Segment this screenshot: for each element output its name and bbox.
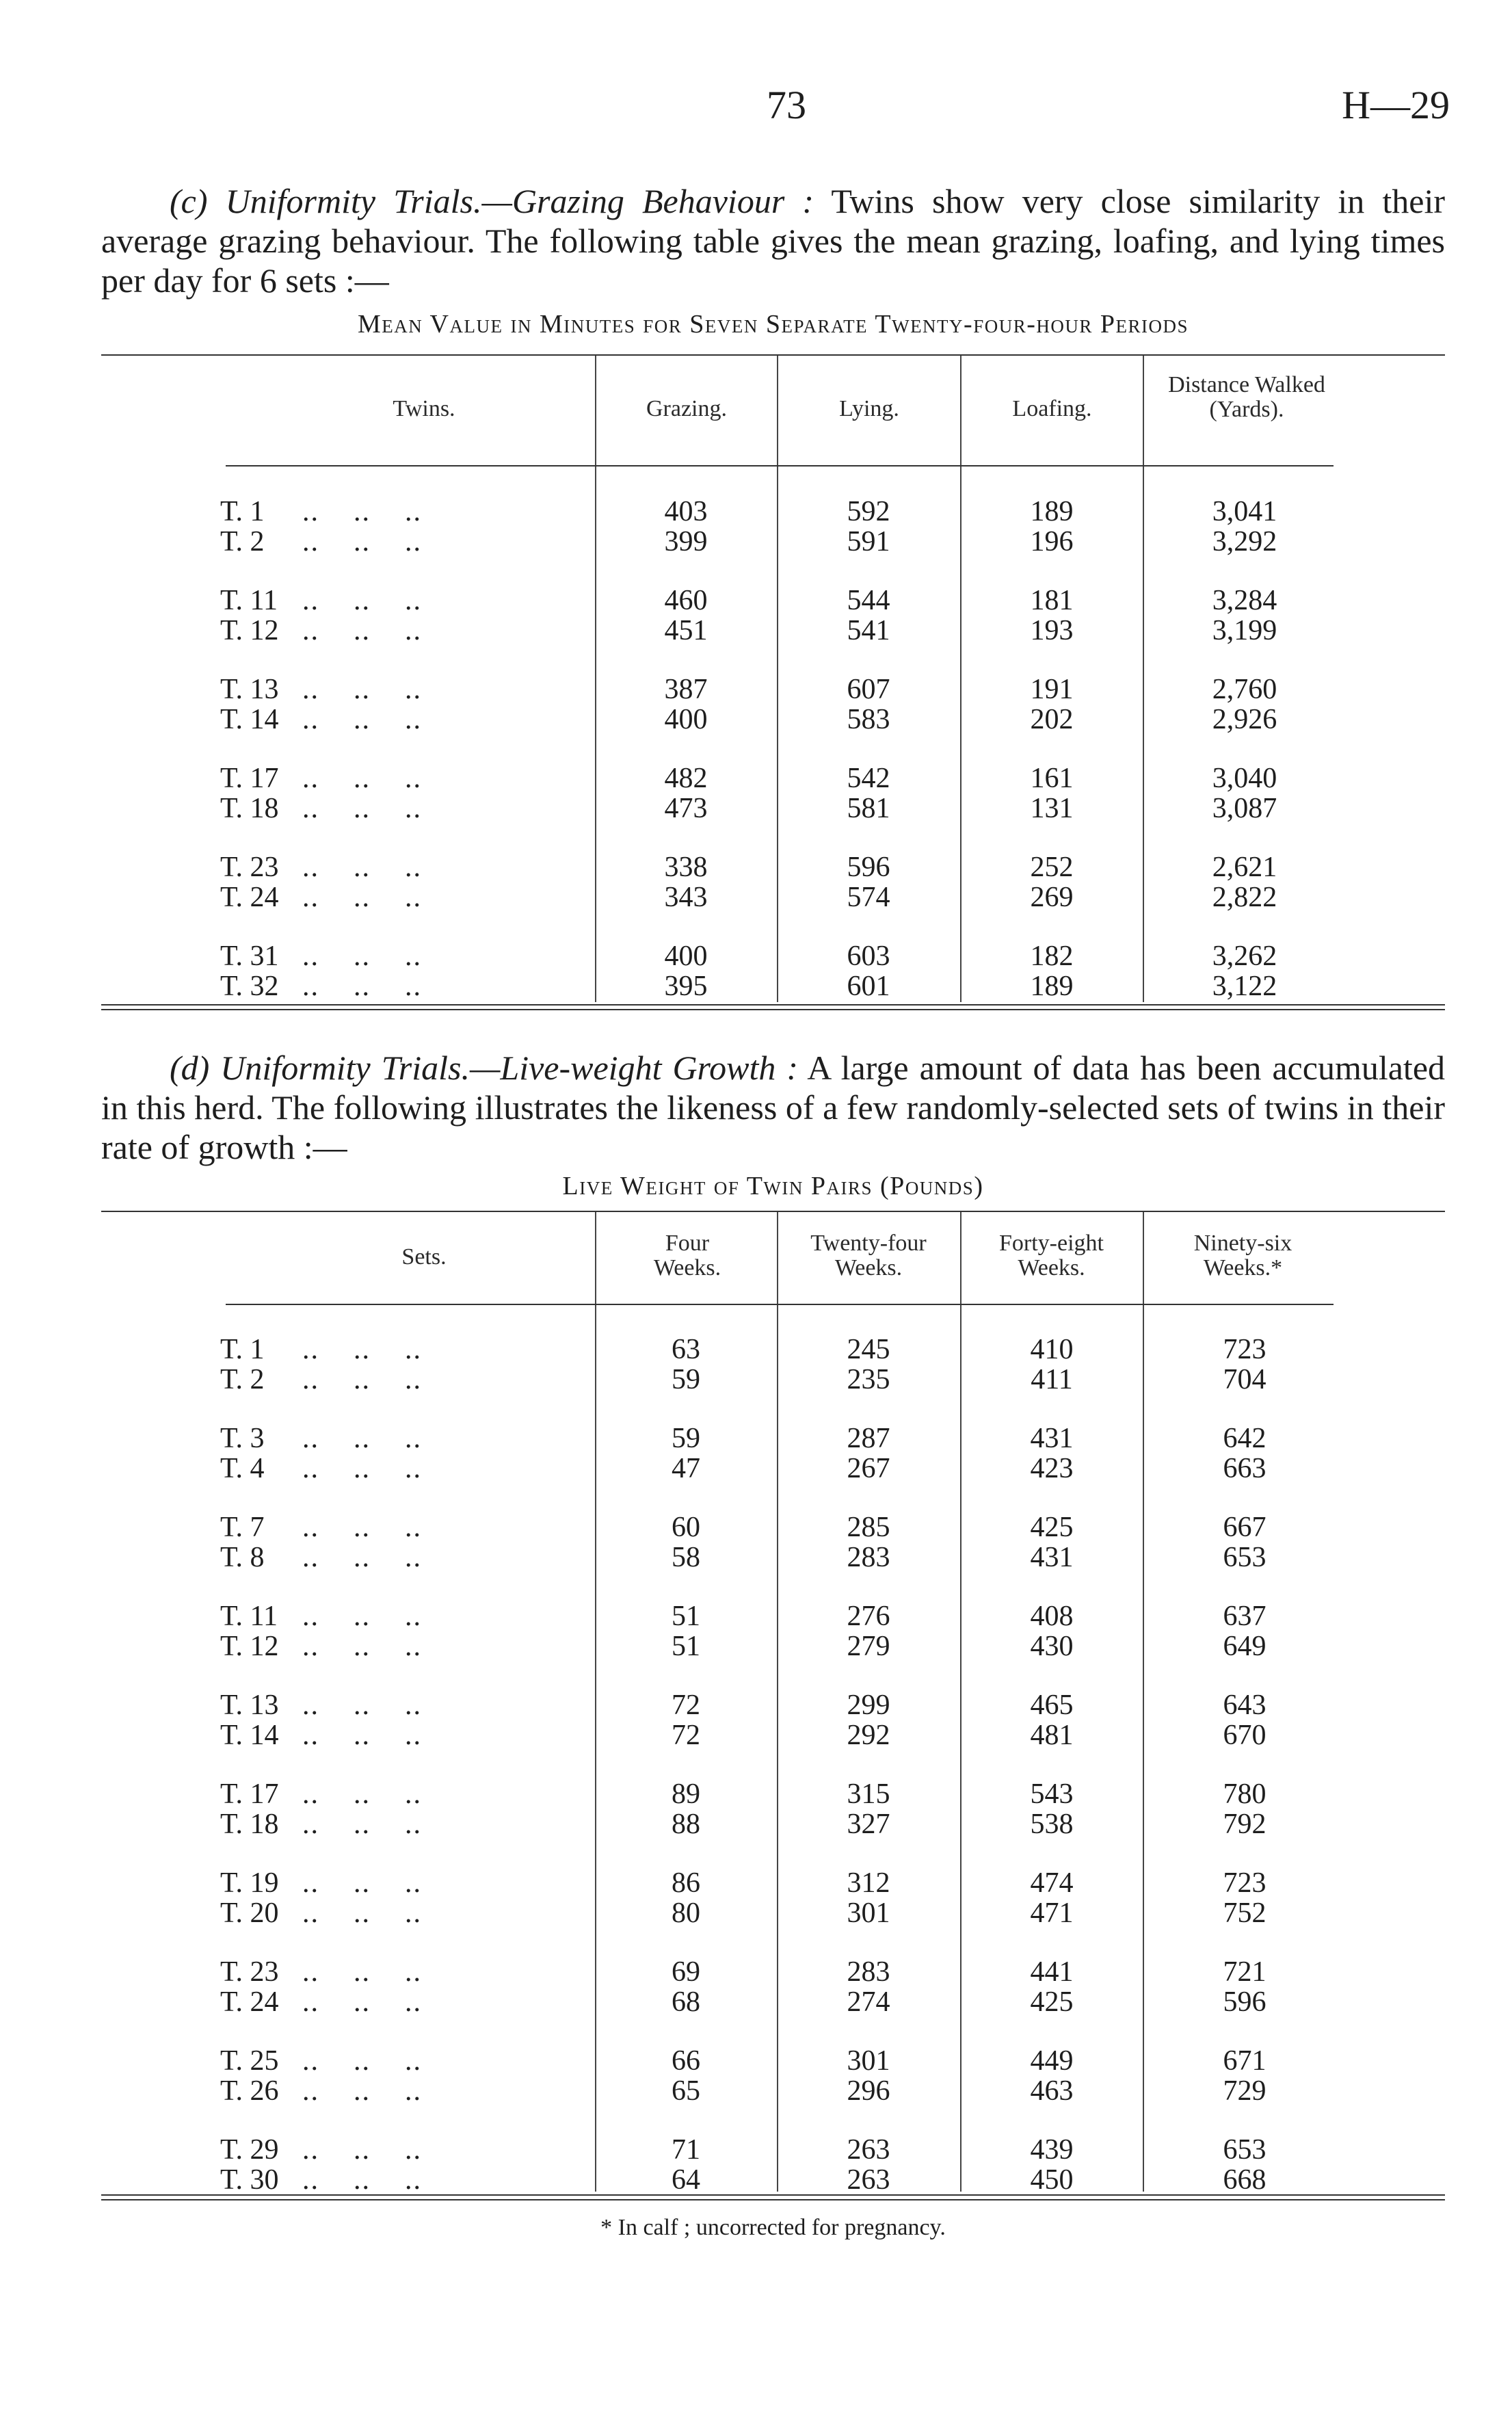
cell-value: 792 — [1223, 1809, 1266, 1840]
cell-value: 642 — [1223, 1423, 1266, 1454]
cell-value: 400 — [664, 704, 708, 735]
cell-value: 430 — [1030, 1631, 1074, 1662]
table2-row — [0, 1778, 1512, 1810]
cell-value: 189 — [1030, 496, 1074, 527]
cell-value: 59 — [672, 1364, 700, 1395]
table1-header-lying: Lying. — [839, 396, 899, 421]
cell-value: 649 — [1223, 1631, 1266, 1662]
cell-value: 449 — [1030, 2045, 1074, 2077]
row-label: T. 2 — [220, 526, 265, 557]
cell-value: 3,041 — [1212, 496, 1277, 527]
table1-bottom-rule — [101, 1004, 1445, 1010]
cell-value: 269 — [1030, 882, 1074, 913]
row-label: T. 14 — [220, 704, 279, 735]
row-label: T. 2 — [220, 1364, 265, 1395]
row-label: T. 13 — [220, 674, 279, 705]
row-label: T. 23 — [220, 1956, 279, 1988]
cell-value: 196 — [1030, 526, 1074, 557]
table1-header-loafing: Loafing. — [1012, 396, 1092, 421]
table1-top-rule — [101, 354, 1445, 356]
cell-value: 425 — [1030, 1512, 1074, 1543]
cell-value: 653 — [1223, 2134, 1266, 2166]
table1-header-grazing: Grazing. — [646, 396, 727, 421]
cell-value: 161 — [1030, 763, 1074, 794]
cell-value: 408 — [1030, 1601, 1074, 1632]
table2-row — [0, 1631, 1512, 1662]
leader-dots: .. .. .. — [302, 1512, 422, 1543]
leader-dots: .. .. .. — [302, 1364, 422, 1395]
table1-header-rule — [226, 465, 1334, 466]
cell-value: 544 — [847, 585, 890, 616]
row-label: T. 24 — [220, 882, 279, 913]
table2-header-ninety-six-weeks: Ninety-six Weeks.* — [1193, 1231, 1292, 1280]
row-label: T. 29 — [220, 2134, 279, 2166]
cell-value: 343 — [664, 882, 708, 913]
cell-value: 592 — [847, 496, 890, 527]
table1-row — [0, 941, 1512, 972]
cell-value: 301 — [847, 1897, 890, 1929]
leader-dots: .. .. .. — [302, 2075, 422, 2107]
table2-row — [0, 1690, 1512, 1721]
table2-row — [0, 1720, 1512, 1751]
cell-value: 601 — [847, 971, 890, 1002]
table1-header-distance: Distance Walked (Yards). — [1168, 372, 1325, 422]
cell-value: 465 — [1030, 1690, 1074, 1721]
cell-value: 80 — [672, 1897, 700, 1929]
row-label: T. 31 — [220, 941, 279, 972]
table2-row — [0, 1453, 1512, 1484]
cell-value: 65 — [672, 2075, 700, 2107]
cell-value: 425 — [1030, 1986, 1074, 2018]
cell-value: 51 — [672, 1631, 700, 1662]
row-label: T. 18 — [220, 793, 279, 824]
leader-dots: .. .. .. — [302, 1631, 422, 1662]
row-label: T. 17 — [220, 1778, 279, 1810]
cell-value: 3,262 — [1212, 941, 1277, 972]
table1-caption: Mean Value in Minutes for Seven Separate Twenty-four-hour Periods — [357, 310, 1189, 339]
table2-row — [0, 2134, 1512, 2166]
cell-value: 729 — [1223, 2075, 1266, 2107]
cell-value: 3,199 — [1212, 615, 1277, 646]
leader-dots: .. .. .. — [302, 1809, 422, 1840]
cell-value: 193 — [1030, 615, 1074, 646]
cell-value: 327 — [847, 1809, 890, 1840]
table2-top-rule — [101, 1211, 1445, 1212]
row-label: T. 4 — [220, 1453, 265, 1484]
cell-value: 191 — [1030, 674, 1074, 705]
cell-value: 3,087 — [1212, 793, 1277, 824]
cell-value: 607 — [847, 674, 890, 705]
leader-dots: .. .. .. — [302, 793, 422, 824]
cell-value: 542 — [847, 763, 890, 794]
cell-value: 283 — [847, 1956, 890, 1988]
table2-row — [0, 1956, 1512, 1988]
cell-value: 72 — [672, 1690, 700, 1721]
cell-value: 287 — [847, 1423, 890, 1454]
table1-row — [0, 763, 1512, 794]
leader-dots: .. .. .. — [302, 1690, 422, 1721]
cell-value: 338 — [664, 852, 708, 883]
cell-value: 235 — [847, 1364, 890, 1395]
leader-dots: .. .. .. — [302, 585, 422, 616]
cell-value: 301 — [847, 2045, 890, 2077]
table1-row — [0, 585, 1512, 616]
leader-dots: .. .. .. — [302, 1867, 422, 1899]
table2-header-four-weeks: Four Weeks. — [653, 1231, 721, 1280]
leader-dots: .. .. .. — [302, 704, 422, 735]
section-c-text: Twins show very close similarity in their average grazing behaviour. The following table gives the mean grazing, loafing, and lying times per day for 6 sets :— — [101, 182, 1446, 300]
leader-dots: .. .. .. — [302, 1956, 422, 1988]
cell-value: 543 — [1030, 1778, 1074, 1810]
cell-value: 299 — [847, 1690, 890, 1721]
row-label: T. 23 — [220, 852, 279, 883]
cell-value: 131 — [1030, 793, 1074, 824]
cell-value: 2,822 — [1212, 882, 1277, 913]
cell-value: 292 — [847, 1720, 890, 1751]
cell-value: 64 — [672, 2164, 700, 2196]
leader-dots: .. .. .. — [302, 2134, 422, 2166]
row-label: T. 18 — [220, 1809, 279, 1840]
cell-value: 189 — [1030, 971, 1074, 1002]
cell-value: 541 — [847, 615, 890, 646]
cell-value: 263 — [847, 2134, 890, 2166]
row-label: T. 30 — [220, 2164, 279, 2196]
cell-value: 252 — [1030, 852, 1074, 883]
table2-row — [0, 1542, 1512, 1573]
cell-value: 296 — [847, 2075, 890, 2107]
table2-row — [0, 2075, 1512, 2107]
table2-row — [0, 1364, 1512, 1395]
cell-value: 431 — [1030, 1542, 1074, 1573]
table2-header-rule — [226, 1304, 1334, 1305]
cell-value: 780 — [1223, 1778, 1266, 1810]
cell-value: 60 — [672, 1512, 700, 1543]
cell-value: 181 — [1030, 585, 1074, 616]
cell-value: 450 — [1030, 2164, 1074, 2196]
table1-row — [0, 793, 1512, 824]
table2-row — [0, 1809, 1512, 1840]
table1-row — [0, 526, 1512, 557]
row-label: T. 26 — [220, 2075, 279, 2107]
cell-value: 399 — [664, 526, 708, 557]
cell-value: 47 — [672, 1453, 700, 1484]
cell-value: 653 — [1223, 1542, 1266, 1573]
cell-value: 285 — [847, 1512, 890, 1543]
cell-value: 63 — [672, 1334, 700, 1365]
table2-row — [0, 1897, 1512, 1929]
cell-value: 274 — [847, 1986, 890, 2018]
cell-value: 581 — [847, 793, 890, 824]
cell-value: 400 — [664, 941, 708, 972]
cell-value: 723 — [1223, 1867, 1266, 1899]
cell-value: 3,292 — [1212, 526, 1277, 557]
page-number: 73 — [767, 83, 806, 127]
cell-value: 668 — [1223, 2164, 1266, 2196]
cell-value: 267 — [847, 1453, 890, 1484]
row-label: T. 13 — [220, 1690, 279, 1721]
table1-row — [0, 971, 1512, 1002]
table1-row — [0, 496, 1512, 527]
row-label: T. 32 — [220, 971, 279, 1002]
cell-value: 471 — [1030, 1897, 1074, 1929]
table2-footnote: * In calf ; uncorrected for pregnancy. — [600, 2215, 946, 2240]
cell-value: 431 — [1030, 1423, 1074, 1454]
cell-value: 423 — [1030, 1453, 1074, 1484]
leader-dots: .. .. .. — [302, 1720, 422, 1751]
table1-row — [0, 674, 1512, 705]
cell-value: 410 — [1030, 1334, 1074, 1365]
cell-value: 72 — [672, 1720, 700, 1751]
cell-value: 86 — [672, 1867, 700, 1899]
cell-value: 276 — [847, 1601, 890, 1632]
leader-dots: .. .. .. — [302, 2045, 422, 2077]
leader-dots: .. .. .. — [302, 615, 422, 646]
leader-dots: .. .. .. — [302, 1986, 422, 2018]
table2-row — [0, 1601, 1512, 1632]
cell-value: 596 — [1223, 1986, 1266, 2018]
cell-value: 3,122 — [1212, 971, 1277, 1002]
cell-value: 723 — [1223, 1334, 1266, 1365]
table2-row — [0, 1512, 1512, 1543]
row-label: T. 8 — [220, 1542, 265, 1573]
leader-dots: .. .. .. — [302, 496, 422, 527]
row-label: T. 24 — [220, 1986, 279, 2018]
row-label: T. 1 — [220, 1334, 265, 1365]
cell-value: 670 — [1223, 1720, 1266, 1751]
leader-dots: .. .. .. — [302, 1453, 422, 1484]
row-label: T. 3 — [220, 1423, 265, 1454]
row-label: T. 1 — [220, 496, 265, 527]
cell-value: 387 — [664, 674, 708, 705]
cell-value: 603 — [847, 941, 890, 972]
leader-dots: .. .. .. — [302, 1778, 422, 1810]
cell-value: 583 — [847, 704, 890, 735]
leader-dots: .. .. .. — [302, 763, 422, 794]
cell-value: 182 — [1030, 941, 1074, 972]
table2-header-sets: Sets. — [401, 1244, 447, 1270]
table2-header-twenty-four-weeks: Twenty-four Weeks. — [810, 1231, 927, 1280]
cell-value: 441 — [1030, 1956, 1074, 1988]
cell-value: 637 — [1223, 1601, 1266, 1632]
cell-value: 71 — [672, 2134, 700, 2166]
cell-value: 279 — [847, 1631, 890, 1662]
document-reference: H—29 — [1342, 83, 1450, 127]
section-c-label: (c) — [170, 182, 208, 220]
cell-value: 395 — [664, 971, 708, 1002]
cell-value: 451 — [664, 615, 708, 646]
cell-value: 538 — [1030, 1809, 1074, 1840]
cell-value: 721 — [1223, 1956, 1266, 1988]
cell-value: 473 — [664, 793, 708, 824]
cell-value: 481 — [1030, 1720, 1074, 1751]
row-label: T. 7 — [220, 1512, 265, 1543]
cell-value: 51 — [672, 1601, 700, 1632]
table2-row — [0, 2164, 1512, 2196]
cell-value: 69 — [672, 1956, 700, 1988]
cell-value: 3,040 — [1212, 763, 1277, 794]
cell-value: 482 — [664, 763, 708, 794]
cell-value: 643 — [1223, 1690, 1266, 1721]
row-label: T. 11 — [220, 585, 278, 616]
cell-value: 68 — [672, 1986, 700, 2018]
section-d-paragraph — [101, 1048, 1445, 1167]
table2-bottom-rule — [101, 2194, 1445, 2200]
cell-value: 411 — [1031, 1364, 1073, 1395]
row-label: T. 19 — [220, 1867, 279, 1899]
leader-dots: .. .. .. — [302, 1542, 422, 1573]
cell-value: 245 — [847, 1334, 890, 1365]
table2-header-forty-eight-weeks: Forty-eight Weeks. — [999, 1231, 1104, 1280]
cell-value: 663 — [1223, 1453, 1266, 1484]
row-label: T. 20 — [220, 1897, 279, 1929]
table2-row — [0, 1867, 1512, 1899]
leader-dots: .. .. .. — [302, 2164, 422, 2196]
leader-dots: .. .. .. — [302, 1897, 422, 1929]
cell-value: 202 — [1030, 704, 1074, 735]
row-label: T. 12 — [220, 1631, 279, 1662]
table1-row — [0, 704, 1512, 735]
table1-row — [0, 852, 1512, 883]
table2-row — [0, 1986, 1512, 2018]
section-d-label: (d) — [170, 1049, 210, 1087]
table2-caption: Live Weight of Twin Pairs (Pounds) — [562, 1172, 984, 1200]
section-c-paragraph — [101, 181, 1445, 300]
leader-dots: .. .. .. — [302, 674, 422, 705]
cell-value: 2,926 — [1212, 704, 1277, 735]
cell-value: 574 — [847, 882, 890, 913]
cell-value: 263 — [847, 2164, 890, 2196]
cell-value: 3,284 — [1212, 585, 1277, 616]
cell-value: 460 — [664, 585, 708, 616]
leader-dots: .. .. .. — [302, 526, 422, 557]
leader-dots: .. .. .. — [302, 1334, 422, 1365]
table1-row — [0, 615, 1512, 646]
cell-value: 283 — [847, 1542, 890, 1573]
cell-value: 59 — [672, 1423, 700, 1454]
cell-value: 88 — [672, 1809, 700, 1840]
row-label: T. 11 — [220, 1601, 278, 1632]
row-label: T. 17 — [220, 763, 279, 794]
cell-value: 2,760 — [1212, 674, 1277, 705]
table2-row — [0, 1423, 1512, 1454]
cell-value: 439 — [1030, 2134, 1074, 2166]
cell-value: 315 — [847, 1778, 890, 1810]
leader-dots: .. .. .. — [302, 882, 422, 913]
leader-dots: .. .. .. — [302, 941, 422, 972]
cell-value: 463 — [1030, 2075, 1074, 2107]
cell-value: 89 — [672, 1778, 700, 1810]
section-d-title: Uniformity Trials.—Live-weight Growth : — [220, 1049, 799, 1087]
leader-dots: .. .. .. — [302, 1601, 422, 1632]
table2-row — [0, 1334, 1512, 1365]
leader-dots: .. .. .. — [302, 1423, 422, 1454]
table1-row — [0, 882, 1512, 913]
cell-value: 752 — [1223, 1897, 1266, 1929]
row-label: T. 12 — [220, 615, 279, 646]
row-label: T. 25 — [220, 2045, 279, 2077]
cell-value: 58 — [672, 1542, 700, 1573]
cell-value: 704 — [1223, 1364, 1266, 1395]
row-label: T. 14 — [220, 1720, 279, 1751]
cell-value: 66 — [672, 2045, 700, 2077]
table1-header-twins: Twins. — [393, 396, 455, 421]
cell-value: 671 — [1223, 2045, 1266, 2077]
cell-value: 591 — [847, 526, 890, 557]
section-c-title: Uniformity Trials.—Grazing Behaviour : — [225, 182, 814, 220]
cell-value: 312 — [847, 1867, 890, 1899]
cell-value: 403 — [664, 496, 708, 527]
cell-value: 474 — [1030, 1867, 1074, 1899]
section-d-text: A large amount of data has been accumulated in this herd. The following illustrates the likeness of a few randomly-selected sets of twins in their rate of growth :— — [101, 1049, 1446, 1166]
leader-dots: .. .. .. — [302, 852, 422, 883]
cell-value: 2,621 — [1212, 852, 1277, 883]
table2-row — [0, 2045, 1512, 2077]
leader-dots: .. .. .. — [302, 971, 422, 1002]
cell-value: 667 — [1223, 1512, 1266, 1543]
cell-value: 596 — [847, 852, 890, 883]
